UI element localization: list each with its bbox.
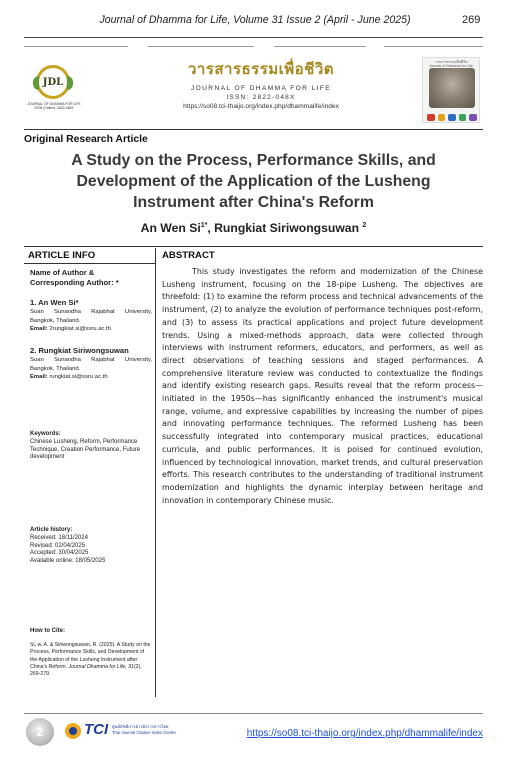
cite-issue: (2), 269-279. — [30, 664, 142, 678]
author-separator: , — [207, 221, 215, 235]
footer-rule — [24, 713, 483, 714]
keywords-block — [30, 431, 152, 462]
cite-text: Si, w. A. & Siriwongsuwan, R. (2025). A Study on the Process, Performance Skills, and Development of the Application of the Lusheng Instrument after China's Reform. — [30, 641, 151, 671]
how-to-cite-block — [30, 628, 152, 679]
cite-label: How to Cite: — [30, 628, 65, 634]
title-line: Instrument after China's Reform — [133, 194, 374, 211]
author-name: Rungkiat Siriwongsuwan — [214, 221, 360, 235]
header-rule — [24, 37, 483, 38]
cc-badge-icon: 2 — [26, 718, 54, 746]
author-mark: 1* — [200, 221, 208, 229]
article-title — [40, 150, 467, 213]
abstract-text: This study investigates the reform and modernization of the Chinese Lusheng instrument, focusing on the 18-pipe Lusheng. The objectives are threefold: (1) to examine the reform process and technical advancements of the instrument, (2) to analyze the evolution of performance techniques post-reform, and (3) to assess its practical applications and project future development trends. Using a mixed-methods approach, data were collected through interviews with instrument reformers, educators, and performers, as well as direct observations of teaching sessions and staged performances. A comprehensive literature review was conducted to contextualize the findings and identify existing research gaps. Results reveal that the reform process—initiated in the 1950s—has significantly enhanced the instrument's musical range, volume, and expressive capabilities by increasing the number of pipes and innovating performance techniques. The reformed Lusheng has been successfully integrated into contemporary musical practices, educational curricula, and public performances. It is poised for continued evolution, influenced by technological innovation, market trends, and cultural preservation efforts. This research contributes to the understanding of traditional instrument modernization and highlights the dynamic interplay between heritage and innovation in contemporary Chinese music. — [162, 267, 483, 505]
author-info-1: 1. An Wen Si* Suan Sunandha Rajabhat University, Bangkok, Thailand. Email: 2rungkiat.si@ssru.ac.th — [30, 298, 152, 333]
decorative-rules — [24, 46, 483, 52]
article-history-block — [30, 527, 152, 566]
history-item: Revised: 02/04/2025 — [30, 542, 86, 549]
title-line: A Study on the Process, Performance Skills, and — [71, 152, 436, 169]
running-head: Journal of Dhamma for Life, Volume 31 Issue 2 (April - June 2025) — [99, 14, 411, 26]
badge-icon — [427, 114, 435, 121]
keywords-list: Chinese Lusheng, Reform, Performance Technique, Creation Performance, Future development — [30, 438, 141, 461]
article-type: Original Research Article — [24, 134, 148, 145]
banner-rule — [24, 129, 483, 130]
badge-icon — [469, 114, 477, 121]
corresponding-author-label: Name of Author & Corresponding Author: * — [30, 268, 119, 287]
abstract-column — [160, 248, 483, 507]
author-name: An Wen Si — [140, 221, 201, 235]
history-label: Article history: — [30, 527, 73, 533]
columns-rule — [24, 246, 483, 247]
abstract-heading: ABSTRACT — [162, 250, 215, 261]
history-item: Available online: 18/05/2025 — [30, 558, 106, 565]
history-item: Accepted: 30/04/2025 — [30, 550, 89, 557]
article-info-heading: ARTICLE INFO — [24, 248, 155, 264]
logo-subtitle: JOURNAL OF DHAMMA FOR LIFE ISSN (Online): 2822-048X — [27, 102, 81, 111]
tci-label: TCI — [84, 721, 109, 738]
badge-icon — [448, 114, 456, 121]
cover-badges — [427, 113, 477, 121]
journal-name: JOURNAL OF DHAMMA FOR LIFE — [190, 85, 332, 92]
badge-icon — [459, 114, 467, 121]
author-line — [60, 221, 447, 235]
page-number: 269 — [462, 14, 481, 26]
cover-title: วารสารธรรมเพื่อชีวิต Journal of Dhamma for Life — [429, 60, 473, 68]
author-info-name: 2. Rungkiat Siriwongsuwan — [30, 346, 129, 355]
keywords-label: Keywords: — [30, 431, 61, 437]
cover-image — [429, 68, 475, 108]
cite-journal: Journal Dhamma for Life, 31 — [68, 664, 134, 671]
tci-logo — [24, 718, 194, 748]
journal-url[interactable]: https://so08.tci-thaijo.org/index.php/dhammalife/index — [183, 103, 339, 110]
journal-banner — [24, 55, 483, 127]
thai-title: วารสารธรรมเพื่อชีวิต — [187, 60, 335, 78]
title-line: Development of the Application of the Lusheng — [76, 173, 431, 190]
author-info-2: 2. Rungkiat Siriwongsuwan Suan Sunandha Rajabhat University, Bangkok, Thailand. Email: rungkiat.si@ssru.ac.th — [30, 346, 152, 381]
journal-cover-thumbnail — [422, 57, 480, 123]
author-affiliation: Suan Sunandha Rajabhat University, Bangkok, Thailand. — [30, 357, 152, 372]
author-mark: 2 — [362, 221, 367, 229]
logo-text: JDL — [42, 76, 64, 88]
badge-icon — [438, 114, 446, 121]
history-item: Received: 18/11/2024 — [30, 534, 88, 541]
author-affiliation: Suan Sunandha Rajabhat University, Bangkok, Thailand. — [30, 309, 152, 324]
author-info-name: 1. An Wen Si* — [30, 298, 79, 307]
author-email[interactable]: rungkiat.si@ssru.ac.th — [49, 374, 108, 381]
banner-center — [116, 57, 406, 110]
footer-journal-link[interactable]: https://so08.tci-thaijo.org/index.php/dhammalife/index — [246, 728, 483, 739]
author-email[interactable]: 2rungkiat.si@ssru.ac.th — [49, 326, 111, 333]
tci-mark-icon — [64, 722, 82, 740]
tci-description: ศูนย์ดัชนีการอ้างอิงวารสารไทย Thai-Journal Citation Index Centre — [112, 724, 176, 735]
journal-issn: ISSN: 2822-048X — [226, 94, 296, 101]
journal-logo — [36, 65, 70, 99]
